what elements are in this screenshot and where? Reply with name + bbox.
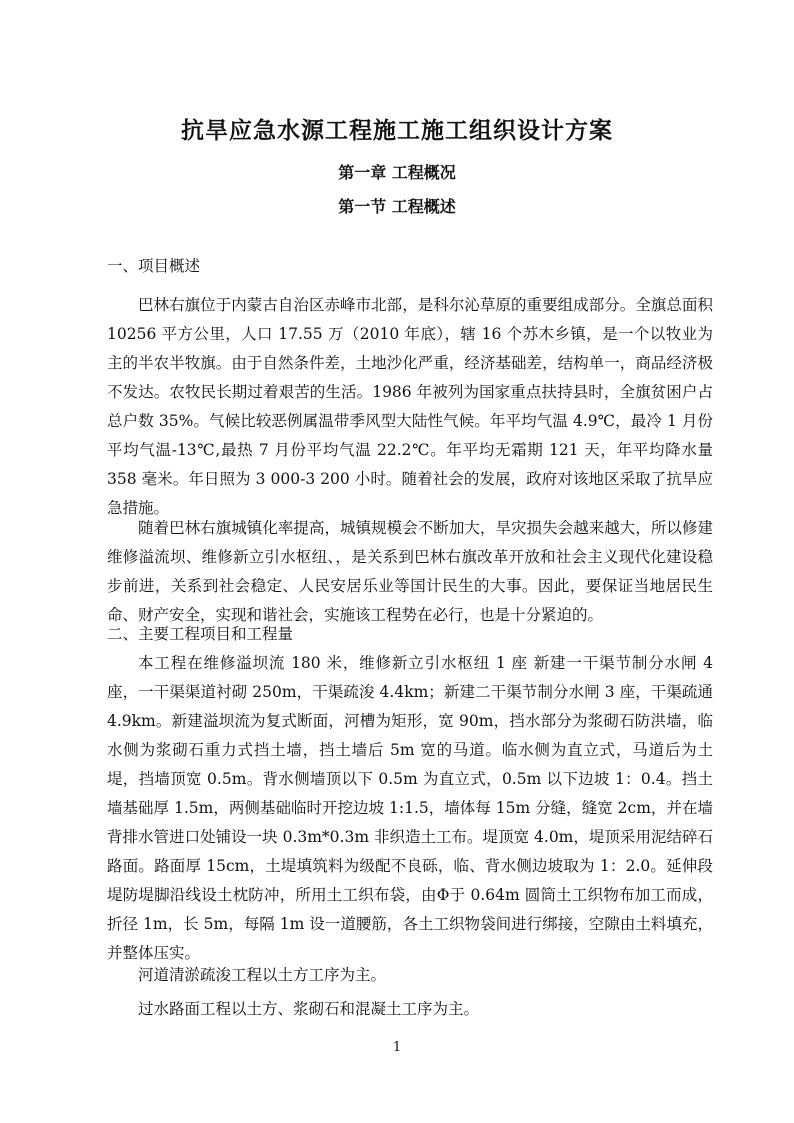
document-title: 抗旱应急水源工程施工施工组织设计方案 (181, 117, 613, 144)
section-heading: 第一节 工程概述 (338, 197, 456, 216)
paragraph-project-overview: 巴林右旗位于内蒙古自治区赤峰市北部，是科尔沁草原的重要组成部分。全旗总面积 10256 平方公里，人口 17.55 万（2010 年底），辖 16 个苏木乡镇，是一个以牧业为主的半农半牧旗。由于自然条件差，土地沙化严重，经济基础差，结构单一，商品经济极不发达。农牧民长期过着艰苦的生活。1986 年被列为国家重点扶持县时，全旗贫困户占总户数 35%。气候比较恶例属温带季风型大陆性气候。年平均气温 4.9℃，最冷 1 月份平均气温-13℃,最热 7 月份平均气温 22.2℃。年平均无霜期 121 天，年平均降水量 358 毫米。年日照为 3 000-3 200 小时。随着社会的发展，政府对该地区采取了抗旱应急措施。 (107, 296, 713, 517)
paragraph-urbanization: 随着巴林右旗城镇化率提高，城镇规模会不断加大，旱灾损失会越来越大，所以修建维修溢流坝、维修新立引水枢纽、，是关系到巴林右旗改革开放和社会主义现代化建设稳步前进，关系到社会稳定、人民安居乐业等国计民生的大事。因此，要保证当地居民生命、财产安全，实现和谐社会，实施该工程势在必行，也是十分紧迫的。 (107, 519, 713, 624)
heading-project-overview: 一、项目概述 (107, 257, 201, 275)
heading-main-works: 二、主要工程项目和工程量 (107, 625, 294, 643)
page-number: 1 (392, 1040, 402, 1055)
paragraph-road-works: 过水路面工程以土方、浆砌石和混凝土工序为主。 (138, 1000, 480, 1018)
chapter-heading: 第一章 工程概况 (338, 163, 456, 182)
paragraph-main-works: 本工程在维修溢坝流 180 米，维修新立引水枢纽 1 座 新建一干渠节制分水闸 4 座，一干渠渠道衬砌 250m，干渠疏浚 4.4km；新建二干渠节制分水闸 3 座，干渠疏通 4.9km。新建溢坝流为复式断面，河槽为矩形，宽 90m，挡水部分为浆砌石防洪墙，临水侧为浆砌石重力式挡土墙，挡土墙后 5m 宽的马道。临水侧为直立式，马道后为土堤，挡墙顶宽 0.5m。背水侧墙顶以下 0.5m 为直立式，0.5m 以下边坡 1：0.4。挡土墙基础厚 1.5m，两侧基础临时开挖边坡 1:1.5，墙体每 15m 分缝，缝宽 2cm，并在墙背排水管进口处铺设一块 0.3m*0.3m 非织造土工布。堤顶宽 4.0m，堤顶采用泥结碎石路面。路面厚 15cm，土堤填筑料为级配不良砾，临、背水侧边坡取为 1：2.0。延伸段堤防堤脚沿线设土枕防冲，所用土工织布袋，由Φ于 0.64m 圆筒土工织物布加工而成，折径 1m，长 5m，每隔 1m 设一道腰筋，各土工织物袋间进行绑接，空隙由土料填充，并整体压实。 (107, 654, 713, 962)
paragraph-dredging: 河道清淤疏浚工程以土方工序为主。 (138, 966, 387, 984)
